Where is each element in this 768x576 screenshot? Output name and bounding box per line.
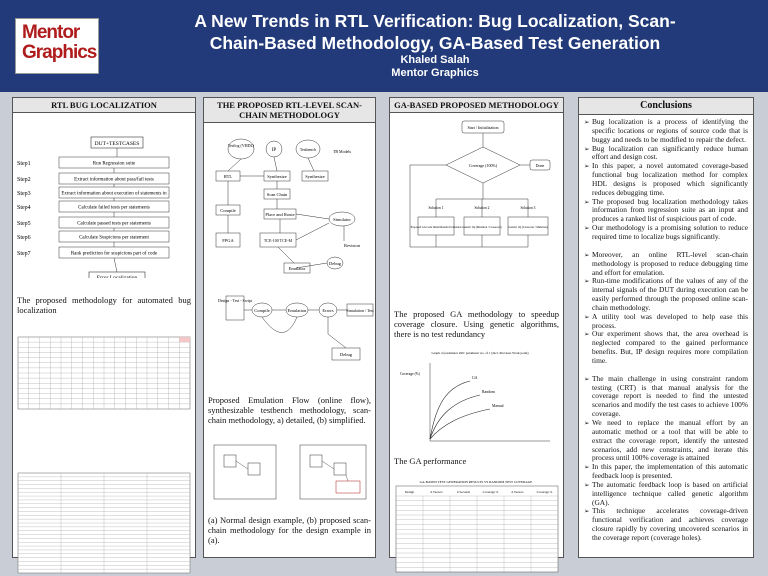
flow-step-label: Step2: [17, 177, 31, 183]
flow-step-text: Calculate failed tests per statements: [78, 205, 150, 211]
conclusion-item: ➢ We need to replace the manual effort by an automatic method or a tool that will be able to extract the coverage report, identify the untested scenarios, add new constraints, and iterate this process until 100% coverage is attained: [584, 419, 748, 463]
poster-header: [0, 0, 768, 92]
node-tb-models: TB Models: [332, 149, 352, 154]
conclusion-item: ➢ Run-time modifications of the values of any of the internal signals of the DUT during execution can be easily performed through the proposed online scan-chain methodology.: [584, 277, 748, 312]
author-name: Khaled Salah: [400, 54, 470, 66]
ga-table-header: Design: [404, 490, 415, 494]
flow-step-text: Calculate Suspicions per statement: [79, 235, 149, 241]
conclusion-item: ➢ Bug localization can significantly reduce human effort and design cost.: [584, 145, 748, 163]
design-example-diagram: [204, 439, 375, 501]
ga-table-title: GA-BASED TEST GENERATION RESULTS VS RANDOM TEST COVERAGE: [419, 480, 533, 484]
flow-step-label: Step7: [17, 251, 31, 257]
conclusion-item: ➢ Our methodology is a promising solution to reduce required time to localize bugs significantly.: [584, 224, 748, 242]
design-example-caption: (a) Normal design example, (b) proposed scan-chain methodology for the design example in (a).: [208, 515, 371, 545]
ga-performance-caption: The GA performance: [394, 456, 467, 466]
conclusion-item: ➢ In this paper, a novel automated coverage-based functional bug localization method for complex HDL designs is proposed which significantly reduces debugging time.: [584, 162, 748, 197]
flow-step-label: Step3: [17, 191, 31, 197]
node-testbench: Testbench: [299, 147, 317, 152]
ga-series-line: [430, 381, 470, 439]
flow-step-label: Step5: [17, 221, 31, 227]
ga-flow-diagram: [390, 113, 563, 268]
node-compile: Compile: [220, 208, 236, 213]
mentor-graphics-logo: [15, 18, 99, 74]
node-synthesize-2: Synthesize: [305, 174, 325, 179]
emulation-flow-caption: Proposed Emulation Flow (online flow), synthesizable testbench methodology, scan-chain methodology, a) detailed, (b) simplified.: [208, 395, 371, 425]
simplified-flow-diagram: [204, 288, 375, 388]
flow-step-label: Step4: [17, 205, 31, 211]
conclusion-item: ➢ Moreover, an online RTL-level scan-chain methodology is proposed to reduce debugging time and effort for emulation.: [584, 251, 748, 278]
conclusion-item: ➢ This technique accelerates coverage-driven functional verification and achieves coverage closure rapidly by covering uncovered scenarios in the coverage report (coverage holes).: [584, 507, 748, 542]
ga-node-genetic-op-2: Genetic Op (Crossover / Mutation): [508, 226, 548, 229]
ga-table-header: Coverage %: [482, 490, 499, 494]
conclusion-item: ➢ The proposed bug localization methodology takes information from regression suite as an input and produces a ranked list of suspicious part of code.: [584, 198, 748, 225]
node-emulator-models: TCE-100 TCE-M: [263, 238, 293, 243]
ga-table-header: # Seconds: [456, 490, 471, 494]
flow-title: DUT+TESTCASES: [94, 141, 140, 147]
conclusion-item: ➢ Bug localization is a process of identifying the specific locations or regions of source code that is buggy and needs to be modified to repair the defect.: [584, 118, 748, 145]
node-emulator: Emulator: [288, 266, 306, 271]
ga-performance-chart: [390, 345, 563, 449]
scan-chain-column: [203, 97, 376, 558]
bug-localization-column: [12, 97, 196, 558]
ga-heading: GA-BASED PROPOSED METHODOLOGY: [390, 98, 563, 113]
flow-end-box: Error Localization: [96, 275, 138, 278]
node-done: Debug: [329, 261, 341, 266]
node-emulation: Emulation: [287, 308, 307, 313]
node-simulator: Simulator: [333, 217, 351, 222]
ga-chart-title: Graph of parameter #20: parameter no. of 1 (Incl. Previous Work point): [431, 351, 529, 355]
ga-series-label: GA: [472, 376, 478, 380]
bug-localization-heading: RTL BUG LOCALIZATION: [13, 98, 195, 113]
ga-results-table: [390, 476, 563, 576]
ga-node-start: Start / Initialization: [467, 125, 499, 130]
conclusions-heading: Conclusions: [579, 98, 753, 115]
node-scan-chain: Scan Chain: [266, 192, 288, 197]
ga-node-done: Done: [535, 163, 545, 168]
conclusion-item: ➢ The main challenge in using constraint random testing (CRT) is that manual analysis for the coverage report is needed to find the untested scenarios and modify the test cases to achieve 100% coverage.: [584, 375, 748, 419]
conclusions-column: [578, 97, 754, 558]
node-debug: Debug: [340, 352, 352, 357]
manual-series-label: Manual: [492, 404, 504, 408]
node-errors: Errors: [322, 308, 334, 313]
author-org: Mentor Graphics: [391, 67, 479, 79]
conclusion-item: ➢ A utility tool was developed to help ease this process.: [584, 313, 748, 331]
conclusion-item: ➢ Our experiment shows that, the area overhead is neglected compared to the gained performance benefits. But, IP design requires more compilation time.: [584, 330, 748, 365]
flow-step-text: Calculate passed tests per statements: [77, 221, 151, 227]
node-synthesize: Synthesize: [267, 174, 287, 179]
bug-localization-flow: [13, 113, 195, 278]
flow-step-text: Rank prediction for suspicions part of code: [70, 251, 158, 257]
bug-localization-tables: [13, 323, 195, 576]
node-rtl: RTL: [223, 174, 233, 179]
node-fpga: FPGA: [222, 238, 234, 243]
node-simulation-test: Simulation / Test: [346, 308, 374, 313]
node-revision: Revision: [343, 243, 361, 248]
conclusion-item: ➢ The automatic feedback loop is based on artificial intelligence technique called genetic algorithm (GA).: [584, 481, 748, 508]
ga-chart-ylabel: Coverage (%): [399, 372, 420, 376]
ga-node-coverage: Coverage (100%): [468, 163, 498, 168]
conclusion-item: ➢ In this paper, the implementation of this automatic feedback loop is presented.: [584, 463, 748, 481]
ga-node-solution-3: Solution 3: [520, 206, 536, 210]
ga-table-header: # Vectors: [511, 490, 524, 494]
node-design-test: Design - Test - Script: [217, 298, 253, 303]
ga-table-header: Coverage %: [536, 490, 553, 494]
ga-node-solution-1: Solution 1: [428, 206, 444, 210]
node-place-route: Place and Route: [265, 212, 295, 217]
ga-node-genetic-op-1: Genetic Op (Mutation / Crossover): [462, 226, 502, 229]
logo-text-line1: Mentor: [22, 22, 80, 43]
ga-node-solution-2: Solution 2: [474, 206, 490, 210]
ga-node-evaluation: Proposed GA Code Initial Results Evaluation: [410, 226, 462, 229]
conclusions-list: [579, 115, 753, 546]
scan-chain-heading: THE PROPOSED RTL-LEVEL SCAN-CHAIN METHODOLOGY: [204, 98, 375, 123]
flow-step-label: Step1: [17, 161, 31, 167]
ga-method-caption: The proposed GA methodology to speedup coverage closure. Using genetic algorithms, there is no test redundancy: [394, 309, 559, 339]
bug-localization-caption: The proposed methodology for automated bug localization: [17, 295, 191, 315]
flow-step-text: Extract information about execution of statements in: [61, 191, 167, 197]
random-series-line: [430, 395, 480, 439]
title-line2: Chain-Based Methodology, GA-Based Test Generation: [209, 33, 661, 53]
manual-series-line: [430, 409, 490, 439]
node-compile-2: Compile: [254, 308, 270, 313]
node-ip: IP: [271, 148, 277, 153]
emulation-flow-diagram: [204, 123, 375, 283]
ga-column: [389, 97, 564, 558]
flow-step-label: Step6: [17, 235, 31, 241]
poster-title: [110, 10, 760, 80]
random-series-label: Random: [482, 390, 495, 394]
title-line1: A New Trends in RTL Verification: Bug Localization, Scan-: [194, 11, 676, 31]
flow-step-text: Extract information about pass/fail tests: [74, 177, 154, 183]
node-verilog: Verilog (VHDL): [227, 143, 255, 148]
logo-text-line2: Graphics: [22, 42, 97, 63]
flow-step-text: Run Regression suite: [92, 161, 136, 167]
ga-table-header: # Vectors: [430, 490, 443, 494]
